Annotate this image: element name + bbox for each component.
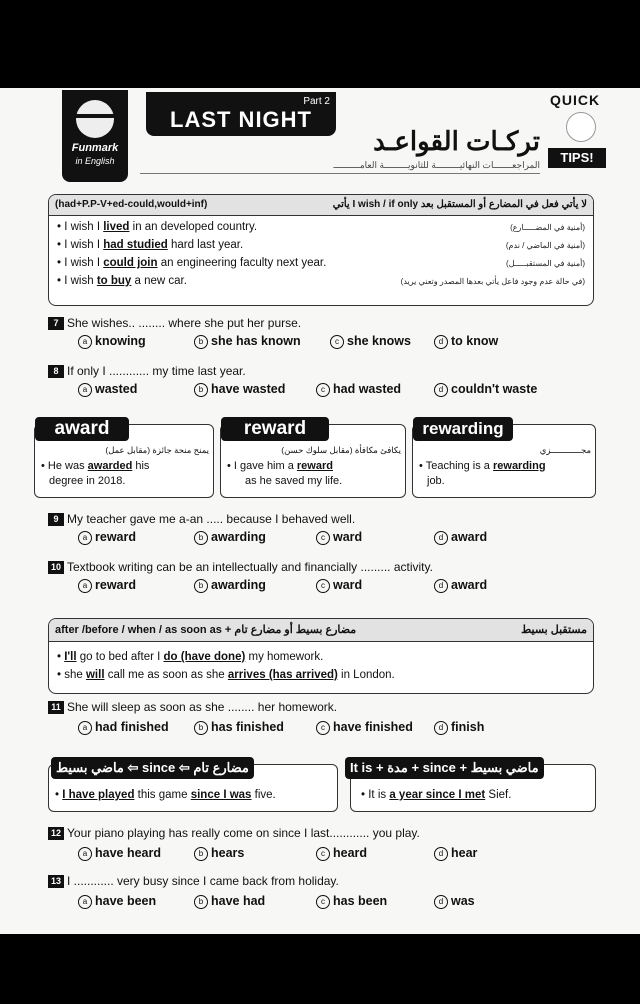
question-13: 13 I ............ very busy since I came back from holiday.: [48, 874, 339, 888]
option-b[interactable]: b have wasted: [194, 382, 285, 397]
wish-rule-head: [49, 195, 593, 216]
lightbulb-icon: [566, 112, 596, 142]
arabic-title: تركـات القواعـد: [373, 126, 540, 156]
wish-note-3: (أمنية في المستقبـــــل): [506, 259, 585, 268]
word-note-award: يمنح منحة جائزة (مقابل عمل): [105, 445, 209, 455]
logo-line-2: in English: [75, 156, 115, 166]
wish-example-4: • I wish to buy a new car.: [57, 275, 187, 287]
brand-logo: [62, 90, 128, 182]
option-d[interactable]: d to know: [434, 334, 498, 349]
title-banner: [146, 92, 336, 136]
option-a[interactable]: a reward: [78, 530, 136, 545]
tips-label: TIPS!: [548, 148, 606, 168]
option-b[interactable]: b has finished: [194, 720, 284, 735]
since-rule-1-head: ماضي بسيط ⇦ since ⇦ مضارع تام: [51, 757, 254, 779]
option-c[interactable]: c have finished: [316, 720, 413, 735]
time-clause-result: مستقبل بسيط: [521, 624, 587, 636]
since-rule-1-example: • I have played this game since I was five.: [55, 789, 276, 801]
since-rule-2-example: • It is a year since I met Sief.: [361, 789, 512, 801]
option-a[interactable]: a have been: [78, 894, 156, 909]
word-note-rewarding: مجــــــــــــزي: [539, 445, 591, 455]
option-c[interactable]: c she knows: [330, 334, 411, 349]
time-clause-example-1: • I'll go to bed after I do (have done) my homework.: [57, 651, 324, 663]
question-7: 7 She wishes.. ........ where she put her purse.: [48, 316, 301, 330]
option-d[interactable]: d finish: [434, 720, 484, 735]
page-title: LAST NIGHT: [170, 107, 312, 132]
word-box-award: [34, 418, 214, 498]
option-d[interactable]: d award: [434, 578, 487, 593]
since-rule-box-2: [350, 760, 596, 812]
word-note-reward: يكافئ مكافأة (مقابل سلوك حسن): [281, 445, 401, 455]
arabic-subtitle: المراجعـــــــات النهائيـــــــــة للثانويـــــــــة العامــــــــــ: [140, 160, 540, 174]
option-b[interactable]: b she has known: [194, 334, 301, 349]
option-c[interactable]: c had wasted: [316, 382, 401, 397]
option-c[interactable]: c heard: [316, 846, 367, 861]
wish-example-2: • I wish I had studied hard last year.: [57, 239, 244, 251]
word-title-reward: reward: [221, 417, 329, 441]
question-12: 12 Your piano playing has really come on since I last............ you play.: [48, 826, 420, 840]
part-label: Part 2: [303, 96, 330, 107]
wish-rule-box: [48, 194, 594, 306]
option-a[interactable]: a had finished: [78, 720, 169, 735]
option-c[interactable]: c has been: [316, 894, 387, 909]
word-example-rewarding: • Teaching is a rewarding job.: [419, 460, 546, 487]
option-a[interactable]: a knowing: [78, 334, 146, 349]
option-d[interactable]: d hear: [434, 846, 477, 861]
wish-example-3: • I wish I could join an engineering faculty next year.: [57, 257, 327, 269]
since-rule-2-head: It is + مدة + since + ماضي بسيط: [345, 757, 544, 779]
logo-line-1: Funmark: [71, 142, 119, 154]
question-8: 8 If only I ............ my time last year.: [48, 364, 246, 378]
option-b[interactable]: b have had: [194, 894, 265, 909]
wish-rule-formula: (had+P.P-V+ed-could,would+inf): [55, 199, 208, 210]
time-clause-formula: after /before / when / as soon as + مضارع بسيط أو مضارع تام: [55, 624, 357, 636]
time-clause-rule-box: [48, 618, 594, 694]
question-11: 11 She will sleep as soon as she ........ her homework.: [48, 700, 337, 714]
option-d[interactable]: d was: [434, 894, 475, 909]
option-a[interactable]: a have heard: [78, 846, 161, 861]
option-a[interactable]: a reward: [78, 578, 136, 593]
option-c[interactable]: c ward: [316, 530, 362, 545]
wish-note-4: (في حالة عدم وجود فاعل يأتي بعدها المصدر وتعني يريد): [400, 277, 585, 286]
glasses-icon: [72, 114, 118, 128]
option-d[interactable]: d couldn't waste: [434, 382, 537, 397]
wish-note-2: (أمنية في الماضي / ندم): [505, 241, 585, 250]
option-a[interactable]: a wasted: [78, 382, 137, 397]
option-b[interactable]: b hears: [194, 846, 244, 861]
option-b[interactable]: b awarding: [194, 530, 266, 545]
time-clause-example-2: • she will call me as soon as she arrives (has arrived) in London.: [57, 669, 395, 681]
wish-note-1: (أمنية في المضـــــارع): [510, 223, 585, 232]
word-example-reward: • I gave him a reward as he saved my life.: [227, 460, 343, 487]
word-box-reward: [220, 418, 406, 498]
option-d[interactable]: d award: [434, 530, 487, 545]
word-title-rewarding: rewarding: [413, 417, 513, 441]
option-b[interactable]: b awarding: [194, 578, 266, 593]
word-example-award: • He was awarded his degree in 2018.: [41, 460, 150, 487]
since-rule-box-1: [48, 760, 338, 812]
word-box-rewarding: [412, 419, 596, 498]
question-9: 9 My teacher gave me a-an ..... because I behaved well.: [48, 512, 355, 526]
worksheet-page: [0, 88, 640, 934]
option-c[interactable]: c ward: [316, 578, 362, 593]
word-title-award: award: [35, 417, 129, 441]
wish-rule-arabic: لا يأتي فعل في المضارع أو المستقبل بعد I wish / if only يأتي: [332, 199, 587, 210]
time-clause-rule-head: [49, 619, 593, 642]
quick-label: QUICK: [550, 92, 601, 108]
wish-example-1: • I wish I lived in an developed country.: [57, 221, 258, 233]
question-10: 10 Textbook writing can be an intellectually and financially ......... activity.: [48, 560, 433, 574]
